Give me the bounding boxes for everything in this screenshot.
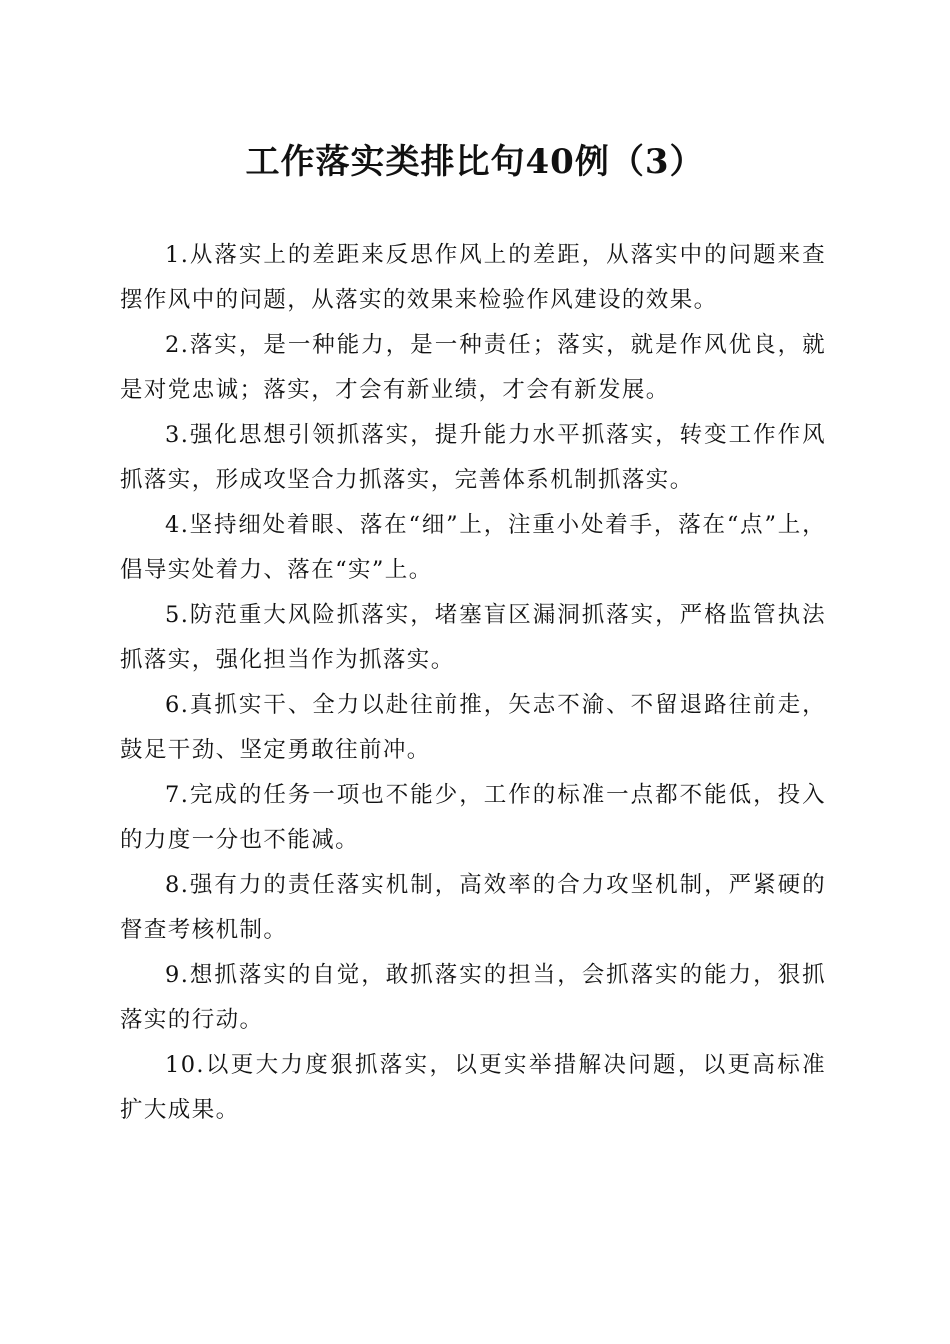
paragraph-3: 3.强化思想引领抓落实，提升能力水平抓落实，转变工作作风抓落实，形成攻坚合力抓落实，完善体系机制抓落实。: [120, 422, 826, 493]
document-title: 工作落实类排比句40例（3）: [245, 142, 705, 182]
paragraph-10: 10.以更大力度狠抓落实，以更实举措解决问题，以更高标准扩大成果。: [120, 1052, 826, 1123]
paragraph-6: 6.真抓实干、全力以赴往前推，矢志不渝、不留退路往前走，鼓足干劲、坚定勇敢往前冲。: [120, 692, 826, 763]
paragraph-7: 7.完成的任务一项也不能少，工作的标准一点都不能低，投入的力度一分也不能减。: [120, 782, 826, 853]
paragraph-4: 4.坚持细处着眼、落在“细”上，注重小处着手，落在“点”上，倡导实处着力、落在“实”上。: [120, 512, 826, 583]
paragraph-2: 2.落实，是一种能力，是一种责任；落实，就是作风优良，就是对党忠诚；落实，才会有新业绩，才会有新发展。: [120, 332, 826, 403]
paragraph-5: 5.防范重大风险抓落实，堵塞盲区漏洞抓落实，严格监管执法抓落实，强化担当作为抓落实。: [120, 602, 826, 673]
paragraph-9: 9.想抓落实的自觉，敢抓落实的担当，会抓落实的能力，狠抓落实的行动。: [120, 962, 826, 1033]
paragraph-8: 8.强有力的责任落实机制，高效率的合力攻坚机制，严紧硬的督查考核机制。: [120, 872, 826, 943]
paragraph-1: 1.从落实上的差距来反思作风上的差距，从落实中的问题来查摆作风中的问题，从落实的效果来检验作风建设的效果。: [120, 242, 826, 313]
document-body: [120, 233, 826, 1133]
